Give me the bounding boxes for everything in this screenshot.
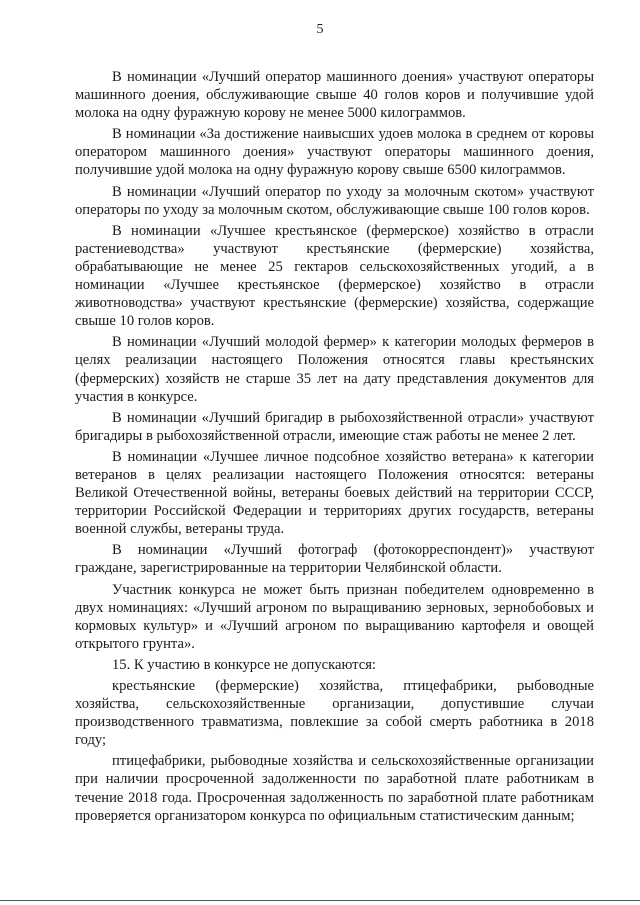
paragraph-dairy-care-operator: В номинации «Лучший оператор по уходу за молочным скотом» участвуют операторы по уходу за молочным скотом, обслуживающие свыше 100 голов коров.	[75, 183, 594, 218]
paragraph-section-15: 15. К участию в конкурсе не допускаются:	[112, 656, 376, 673]
paragraph-young-farmer: В номинации «Лучший молодой фермер» к категории молодых фермеров в целях реализации настоящего Положения относятся главы крестьянских (фермерских) хозяйств не старше 35 лет на дату представления документов для участия в конкурсе.	[75, 334, 594, 405]
paragraph-single-nomination: Участник конкурса не может быть признан победителем одновременно в двух номинациях: «Лучший агроном по выращиванию зерновых, зернобобовых и кормовых культур» и «Лучший агроном по выращиванию картофеля и овощей открытого грунта».	[75, 581, 594, 652]
paragraph-photographer: В номинации «Лучший фотограф (фотокорреспондент)» участвуют граждане, зарегистрированные на территории Челябинской области.	[75, 542, 594, 577]
paragraph-best-farm: В номинации «Лучшее крестьянское (фермерское) хозяйство в отрасли растениеводства» участвуют крестьянские (фермерские) хозяйства, обрабатывающие не менее 25 гектаров сельскохозяйственных угодий, а в номинации «Лучшее крестьянское (фермерское) хозяйство в отрасли животноводства» участвуют крестьянские (фермерские) хозяйства, содержащие свыше 10 голов коров.	[75, 222, 594, 330]
paragraph-milking-operator: В номинации «Лучший оператор машинного доения» участвуют операторы машинного доения, обслуживающие свыше 40 голов коров и получившие удой молока на одну фуражную корову не менее 5000 килограммов.	[75, 69, 594, 122]
page-bottom-edge	[0, 900, 640, 901]
paragraph-exclusion-injury: крестьянские (фермерские) хозяйства, птицефабрики, рыбоводные хозяйства, сельскохозяйственные организации, допустившие случаи производственного травматизма, повлекшие за собой смерть работника в 2018 году;	[75, 678, 594, 749]
paragraph-veteran-household: В номинации «Лучшее личное подсобное хозяйство ветерана» к категории ветеранов в целях реализации настоящего Положения относятся: ветераны Великой Отечественной войны, ветераны боевых действий на территории СССР, территории Российской Федерации и территориях других государств, ветераны военной службы, ветераны труда.	[75, 448, 594, 538]
paragraph-fishery-foreman: В номинации «Лучший бригадир в рыбохозяйственной отрасли» участвуют бригадиры в рыбохозяйственной отрасли, имеющие стаж работы не менее 2 лет.	[75, 409, 594, 444]
document-body	[75, 68, 594, 828]
page-number: 5	[316, 22, 324, 37]
paragraph-exclusion-wage-debt: птицефабрики, рыбоводные хозяйства и сельскохозяйственные организации при наличии просроченной задолженности по заработной плате работникам в течение 2018 года. Просроченная задолженность по заработной плате работникам проверяется организатором конкурса по официальным статистическим данным;	[75, 753, 594, 824]
paragraph-highest-yield: В номинации «За достижение наивысших удоев молока в среднем от коровы оператором машинного доения» участвуют операторы машинного доения, получившие удой молока на одну фуражную корову свыше 6500 килограммов.	[75, 126, 594, 179]
